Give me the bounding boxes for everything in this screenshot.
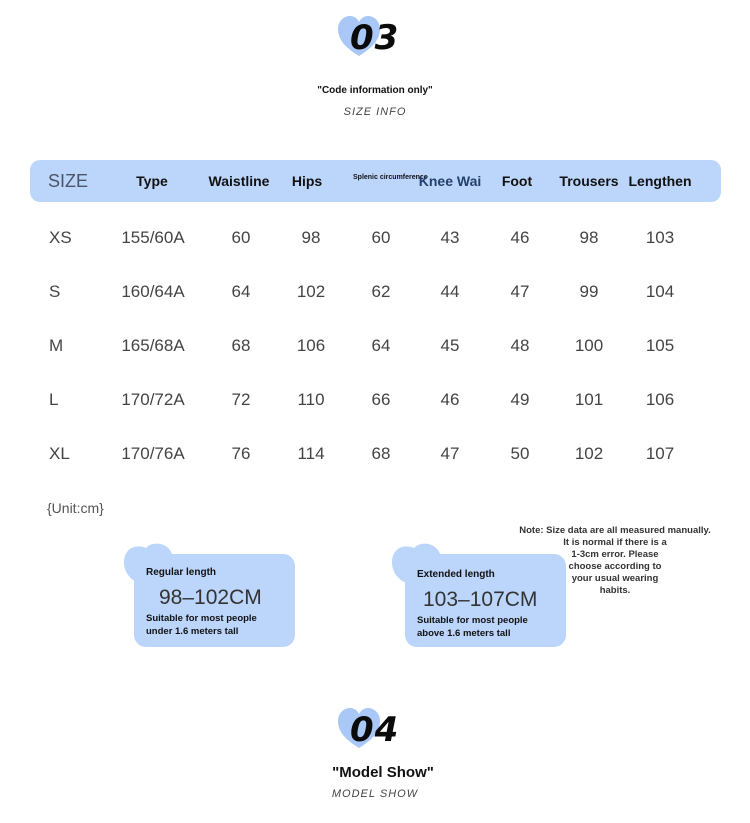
unit-note: {Unit:cm} [47, 500, 104, 516]
section-title: "Model Show" [332, 764, 434, 781]
cell-lengthen: 103 [645, 228, 675, 247]
cell-size: XS [49, 228, 72, 247]
cell-waistline: 68 [231, 336, 251, 355]
cell-splenic: 68 [371, 444, 391, 463]
note-line3: 1-3cm error. Please [571, 549, 659, 560]
extended-desc-line1: Suitable for most people [417, 615, 528, 626]
cell-type: 155/60A [121, 228, 185, 247]
cell-splenic: 62 [371, 282, 391, 301]
section-04-badge [336, 706, 426, 756]
header-hips: Hips [291, 173, 323, 189]
header-type: Type [136, 173, 168, 189]
regular-desc-line1: Suitable for most people [146, 613, 257, 624]
section-title: "Code information only" [317, 85, 433, 96]
extended-label: Extended length [417, 569, 495, 580]
cell-size: L [49, 390, 59, 409]
cell-type: 170/76A [121, 444, 185, 463]
note-line1: Note: Size data are all measured manually. [519, 525, 711, 536]
regular-desc [146, 612, 257, 638]
header-splenic: Splenic circumference [353, 174, 428, 181]
measurement-note [508, 525, 722, 597]
cell-hips: 106 [296, 336, 326, 355]
extended-range: 103–107CM [423, 588, 538, 611]
cell-trousers: 98 [579, 228, 599, 247]
cell-trousers: 100 [574, 336, 604, 355]
cell-lengthen: 106 [645, 390, 675, 409]
cell-lengthen: 105 [645, 336, 675, 355]
header-waistline: Waistline [208, 173, 270, 189]
cell-knee: 47 [440, 444, 460, 463]
cell-hips: 102 [296, 282, 326, 301]
cell-knee: 44 [440, 282, 460, 301]
header-foot: Foot [501, 173, 533, 189]
regular-range: 98–102CM [159, 586, 262, 609]
cell-hips: 114 [297, 444, 325, 463]
regular-length-card [134, 554, 295, 647]
size-table-header [30, 160, 721, 202]
cell-foot: 48 [510, 336, 530, 355]
note-line6: habits. [599, 585, 631, 596]
cell-type: 160/64A [121, 282, 185, 301]
cell-foot: 46 [510, 228, 530, 247]
cell-splenic: 64 [371, 336, 391, 355]
extended-desc-line2: above 1.6 meters tall [417, 628, 511, 639]
section-03-badge [336, 14, 426, 64]
cell-waistline: 76 [231, 444, 251, 463]
header-knee: Knee Wai [418, 173, 482, 189]
cell-trousers: 102 [574, 444, 604, 463]
cell-knee: 45 [440, 336, 460, 355]
cell-waistline: 64 [231, 282, 251, 301]
regular-label: Regular length [146, 567, 217, 578]
cell-waistline: 60 [231, 228, 251, 247]
cell-splenic: 66 [371, 390, 391, 409]
cell-lengthen: 107 [645, 444, 675, 463]
section-number: 03 [350, 18, 400, 58]
cell-trousers: 99 [579, 282, 599, 301]
cell-hips: 110 [297, 390, 325, 409]
cell-hips: 98 [301, 228, 321, 247]
cell-waistline: 72 [231, 390, 251, 409]
cell-type: 165/68A [121, 336, 185, 355]
note-line5: your usual wearing [571, 573, 659, 584]
cell-knee: 46 [440, 390, 460, 409]
section-number: 04 [350, 710, 400, 750]
cell-lengthen: 104 [645, 282, 675, 301]
cell-size: S [49, 282, 61, 301]
header-size: SIZE [48, 171, 89, 191]
section-subtitle: MODEL SHOW [331, 788, 419, 800]
cell-splenic: 60 [371, 228, 391, 247]
section-subtitle: SIZE INFO [343, 106, 407, 118]
cell-foot: 49 [510, 390, 530, 409]
header-lengthen: Lengthen [628, 173, 692, 189]
cell-trousers: 101 [574, 390, 604, 409]
cell-knee: 43 [440, 228, 460, 247]
cell-size: XL [49, 444, 70, 463]
note-line2: It is normal if there is a [563, 537, 667, 548]
header-trousers: Trousers [559, 173, 619, 189]
cell-type: 170/72A [121, 390, 185, 409]
regular-desc-line2: under 1.6 meters tall [146, 626, 239, 637]
cell-foot: 50 [510, 444, 530, 463]
cell-size: M [49, 336, 64, 355]
note-line4: choose according to [568, 561, 662, 572]
cell-foot: 47 [510, 282, 530, 301]
extended-desc [417, 614, 528, 640]
